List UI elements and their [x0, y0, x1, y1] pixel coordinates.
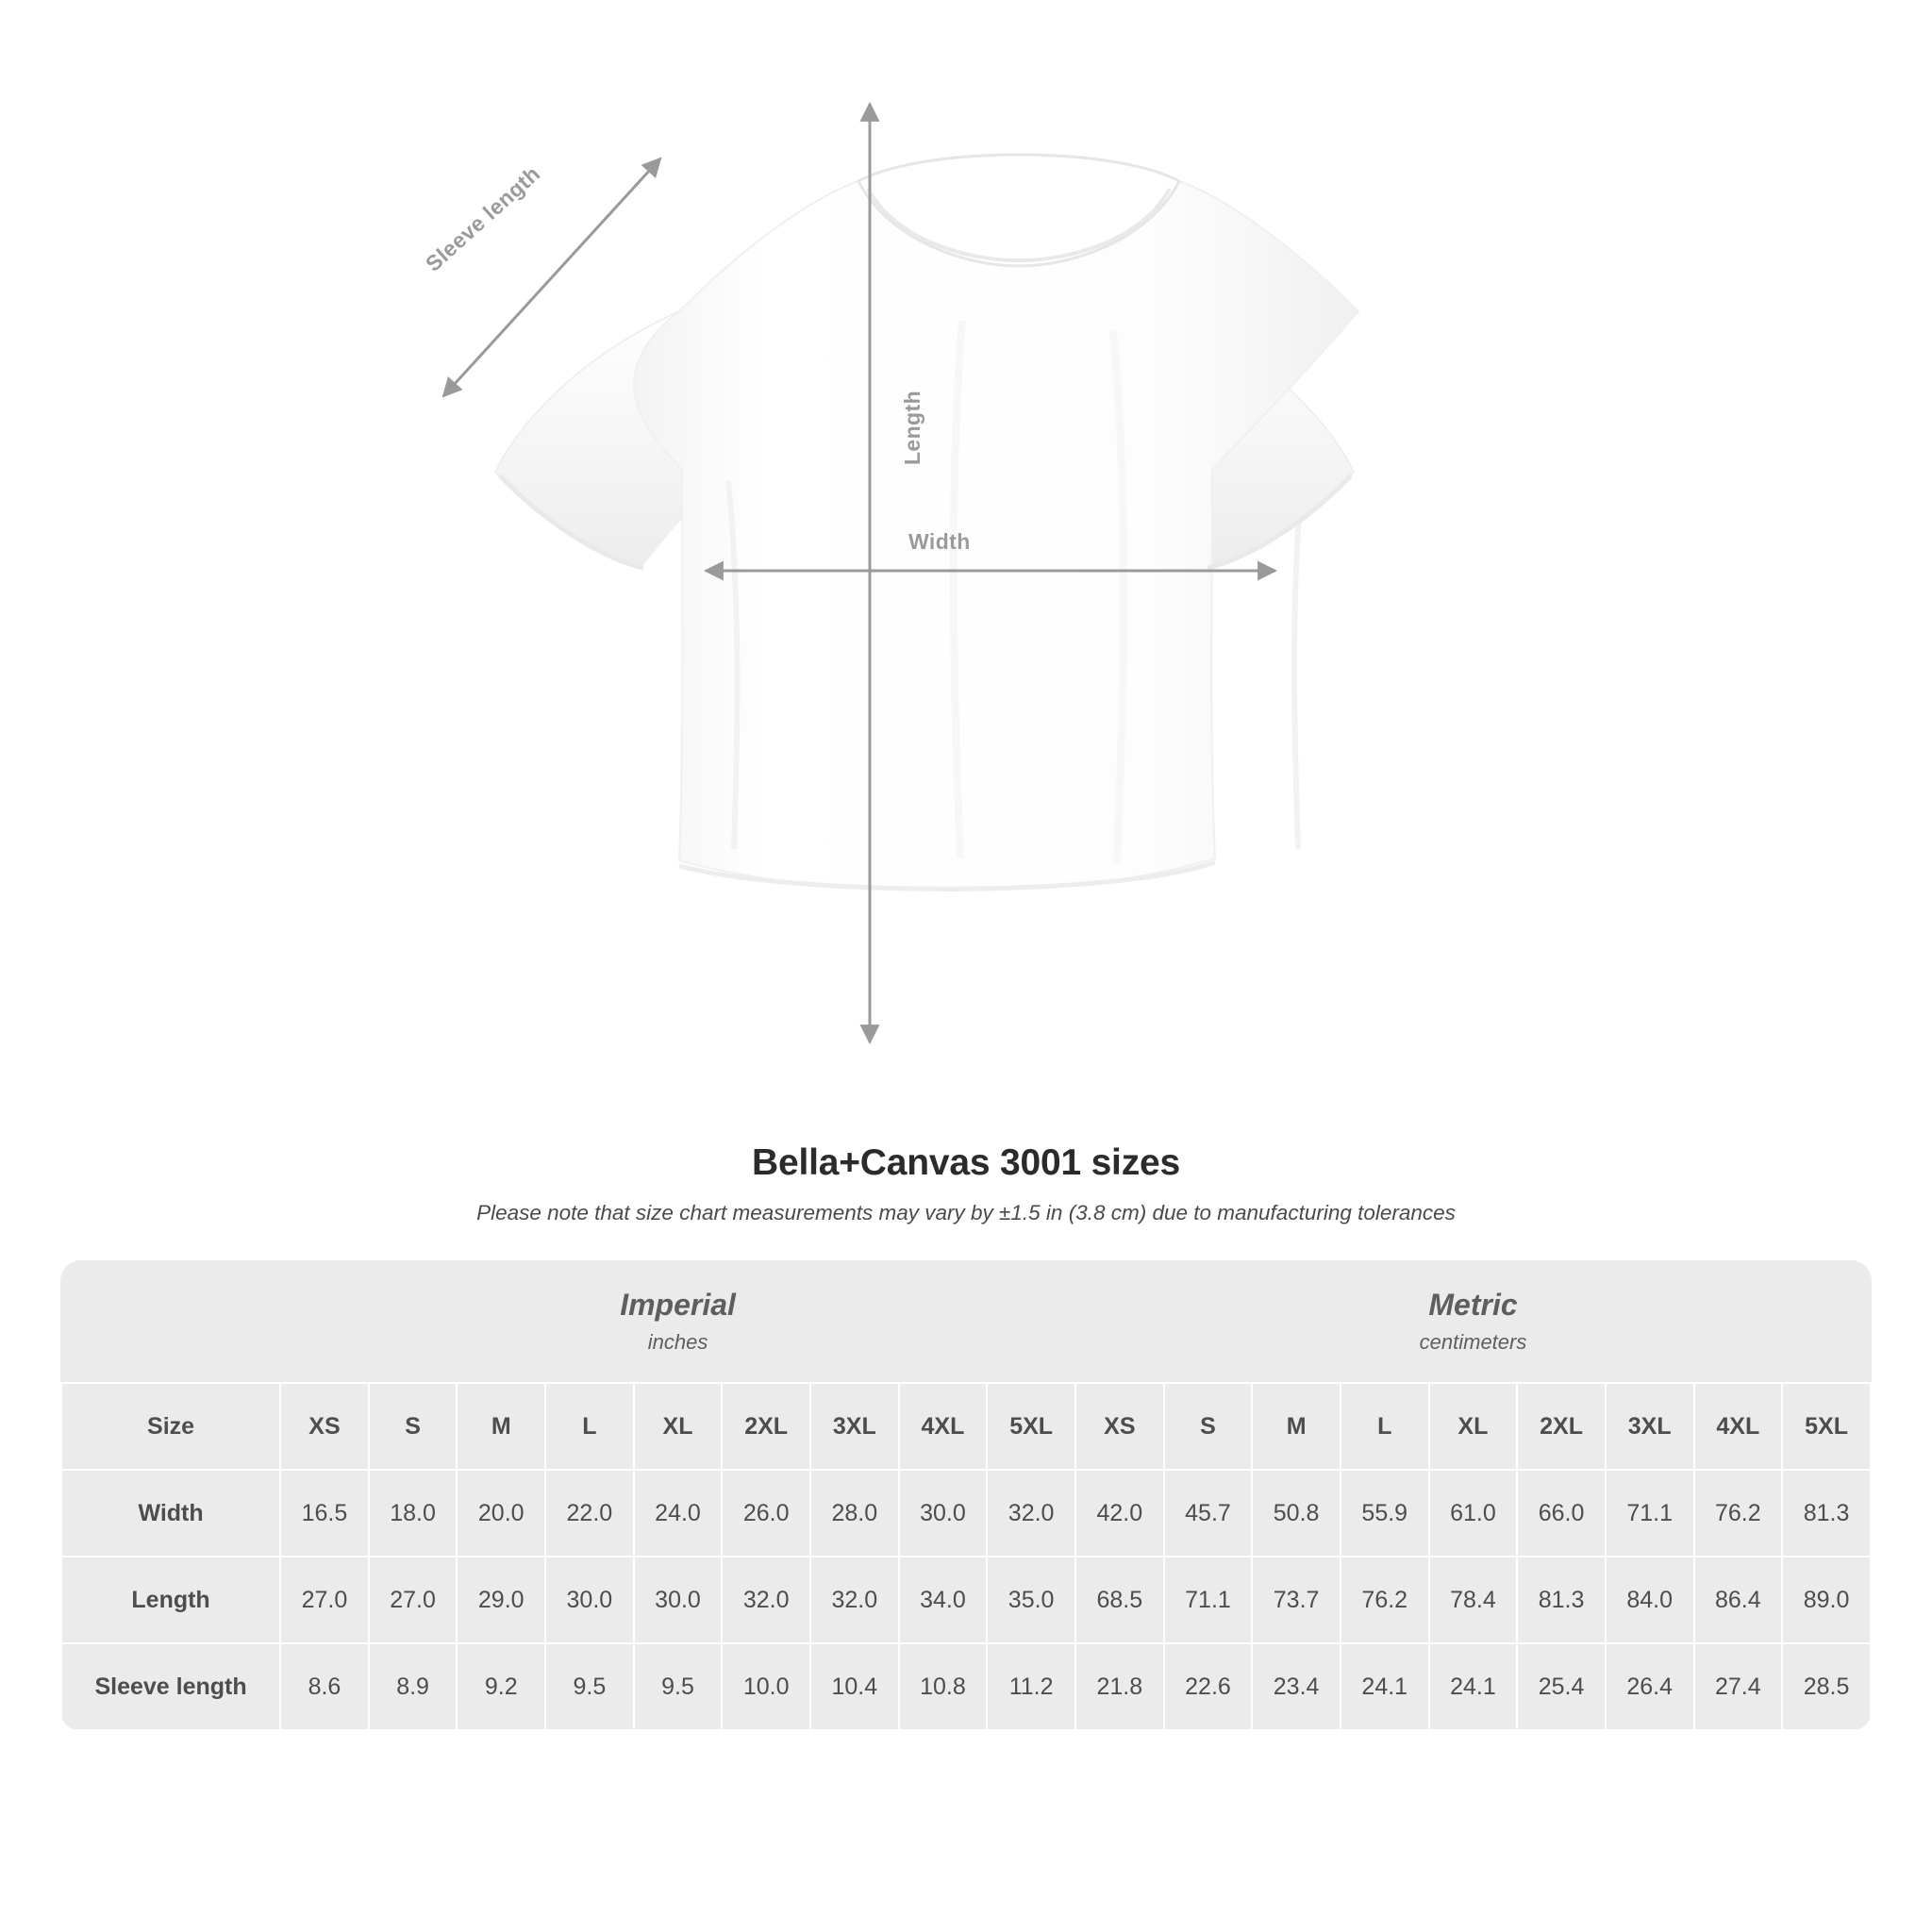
unit-header-row [61, 1260, 1871, 1383]
column-header: L [1341, 1383, 1429, 1470]
column-header: 3XL [1606, 1383, 1694, 1470]
measurement-cell: 26.4 [1606, 1643, 1694, 1730]
measurement-cell: 22.0 [545, 1470, 634, 1557]
measurement-cell: 26.0 [722, 1470, 810, 1557]
measurement-cell: 18.0 [369, 1470, 458, 1557]
measurement-cell: 81.3 [1517, 1557, 1606, 1643]
column-header: 2XL [722, 1383, 810, 1470]
unit-group-name: Imperial [620, 1288, 736, 1322]
measurement-cell: 16.5 [280, 1470, 369, 1557]
measurement-cell: 73.7 [1252, 1557, 1341, 1643]
measurement-cell: 34.0 [899, 1557, 988, 1643]
unit-group-subtitle: inches [647, 1330, 708, 1354]
column-header: S [369, 1383, 458, 1470]
row-header: Width [61, 1470, 280, 1557]
table-row [61, 1470, 1871, 1557]
title-block [0, 1142, 1932, 1225]
measurement-cell: 30.0 [899, 1470, 988, 1557]
measurement-cell: 8.6 [280, 1643, 369, 1730]
measurement-cell: 29.0 [457, 1557, 545, 1643]
measurement-cell: 84.0 [1606, 1557, 1694, 1643]
measurement-cell: 10.4 [810, 1643, 899, 1730]
measurement-cell: 10.8 [899, 1643, 988, 1730]
unit-group-subtitle: centimeters [1419, 1330, 1527, 1354]
length-dimension-label: Length [900, 390, 925, 466]
table-corner-spacer [61, 1260, 280, 1383]
measurement-cell: 24.0 [634, 1470, 723, 1557]
column-header: 5XL [987, 1383, 1075, 1470]
measurement-cell: 28.0 [810, 1470, 899, 1557]
measurement-cell: 45.7 [1164, 1470, 1253, 1557]
page-title: Bella+Canvas 3001 sizes [752, 1142, 1180, 1183]
column-header: 5XL [1782, 1383, 1871, 1470]
measurement-cell: 71.1 [1164, 1557, 1253, 1643]
column-header: L [545, 1383, 634, 1470]
measurement-cell: 9.5 [634, 1643, 723, 1730]
measurement-cell: 78.4 [1429, 1557, 1518, 1643]
measurement-cell: 61.0 [1429, 1470, 1518, 1557]
measurement-cell: 30.0 [545, 1557, 634, 1643]
measurement-cell: 24.1 [1429, 1643, 1518, 1730]
measurement-cell: 32.0 [810, 1557, 899, 1643]
column-header: XL [634, 1383, 723, 1470]
column-header: M [457, 1383, 545, 1470]
column-header: XS [1075, 1383, 1164, 1470]
measurement-cell: 76.2 [1341, 1557, 1429, 1643]
measurement-cell: 86.4 [1694, 1557, 1783, 1643]
measurement-cell: 10.0 [722, 1643, 810, 1730]
column-header: XS [280, 1383, 369, 1470]
table-row [61, 1643, 1871, 1730]
measurement-cell: 76.2 [1694, 1470, 1783, 1557]
measurement-cell: 32.0 [987, 1470, 1075, 1557]
column-header: XL [1429, 1383, 1518, 1470]
column-header: M [1252, 1383, 1341, 1470]
column-header: 4XL [899, 1383, 988, 1470]
column-header: S [1164, 1383, 1253, 1470]
unit-group-header-metric [1075, 1260, 1871, 1383]
measurement-cell: 30.0 [634, 1557, 723, 1643]
measurement-cell: 23.4 [1252, 1643, 1341, 1730]
column-header: 4XL [1694, 1383, 1783, 1470]
measurement-cell: 9.2 [457, 1643, 545, 1730]
measurement-cell: 66.0 [1517, 1470, 1606, 1557]
measurement-cell: 25.4 [1517, 1643, 1606, 1730]
sleeve-length-dimension-label: Sleeve length [420, 160, 545, 276]
size-table [60, 1260, 1872, 1731]
measurement-cell: 22.6 [1164, 1643, 1253, 1730]
unit-group-name: Metric [1428, 1288, 1518, 1322]
row-header: Sleeve length [61, 1643, 280, 1730]
measurement-cell: 8.9 [369, 1643, 458, 1730]
measurement-cell: 35.0 [987, 1557, 1075, 1643]
column-header: 3XL [810, 1383, 899, 1470]
size-header-row [61, 1383, 1871, 1470]
size-column-header: Size [61, 1383, 280, 1470]
measurement-cell: 27.0 [280, 1557, 369, 1643]
measurement-cell: 42.0 [1075, 1470, 1164, 1557]
measurement-cell: 28.5 [1782, 1643, 1871, 1730]
measurement-cell: 55.9 [1341, 1470, 1429, 1557]
measurement-cell: 21.8 [1075, 1643, 1164, 1730]
size-table-container [60, 1260, 1872, 1731]
measurement-cell: 9.5 [545, 1643, 634, 1730]
tolerance-note: Please note that size chart measurements may vary by ±1.5 in (3.8 cm) due to manufacturing tolerances [476, 1201, 1456, 1224]
unit-group-header-imperial [280, 1260, 1075, 1383]
measurement-cell: 71.1 [1606, 1470, 1694, 1557]
measurement-cell: 81.3 [1782, 1470, 1871, 1557]
measurement-cell: 89.0 [1782, 1557, 1871, 1643]
table-row [61, 1557, 1871, 1643]
measurement-cell: 50.8 [1252, 1470, 1341, 1557]
width-dimension-label: Width [908, 529, 971, 554]
measurement-cell: 68.5 [1075, 1557, 1164, 1643]
column-header: 2XL [1517, 1383, 1606, 1470]
measurement-cell: 27.4 [1694, 1643, 1783, 1730]
row-header: Length [61, 1557, 280, 1643]
measurement-cell: 32.0 [722, 1557, 810, 1643]
measurement-cell: 11.2 [987, 1643, 1075, 1730]
measurement-cell: 24.1 [1341, 1643, 1429, 1730]
measurement-cell: 27.0 [369, 1557, 458, 1643]
measurement-cell: 20.0 [457, 1470, 545, 1557]
